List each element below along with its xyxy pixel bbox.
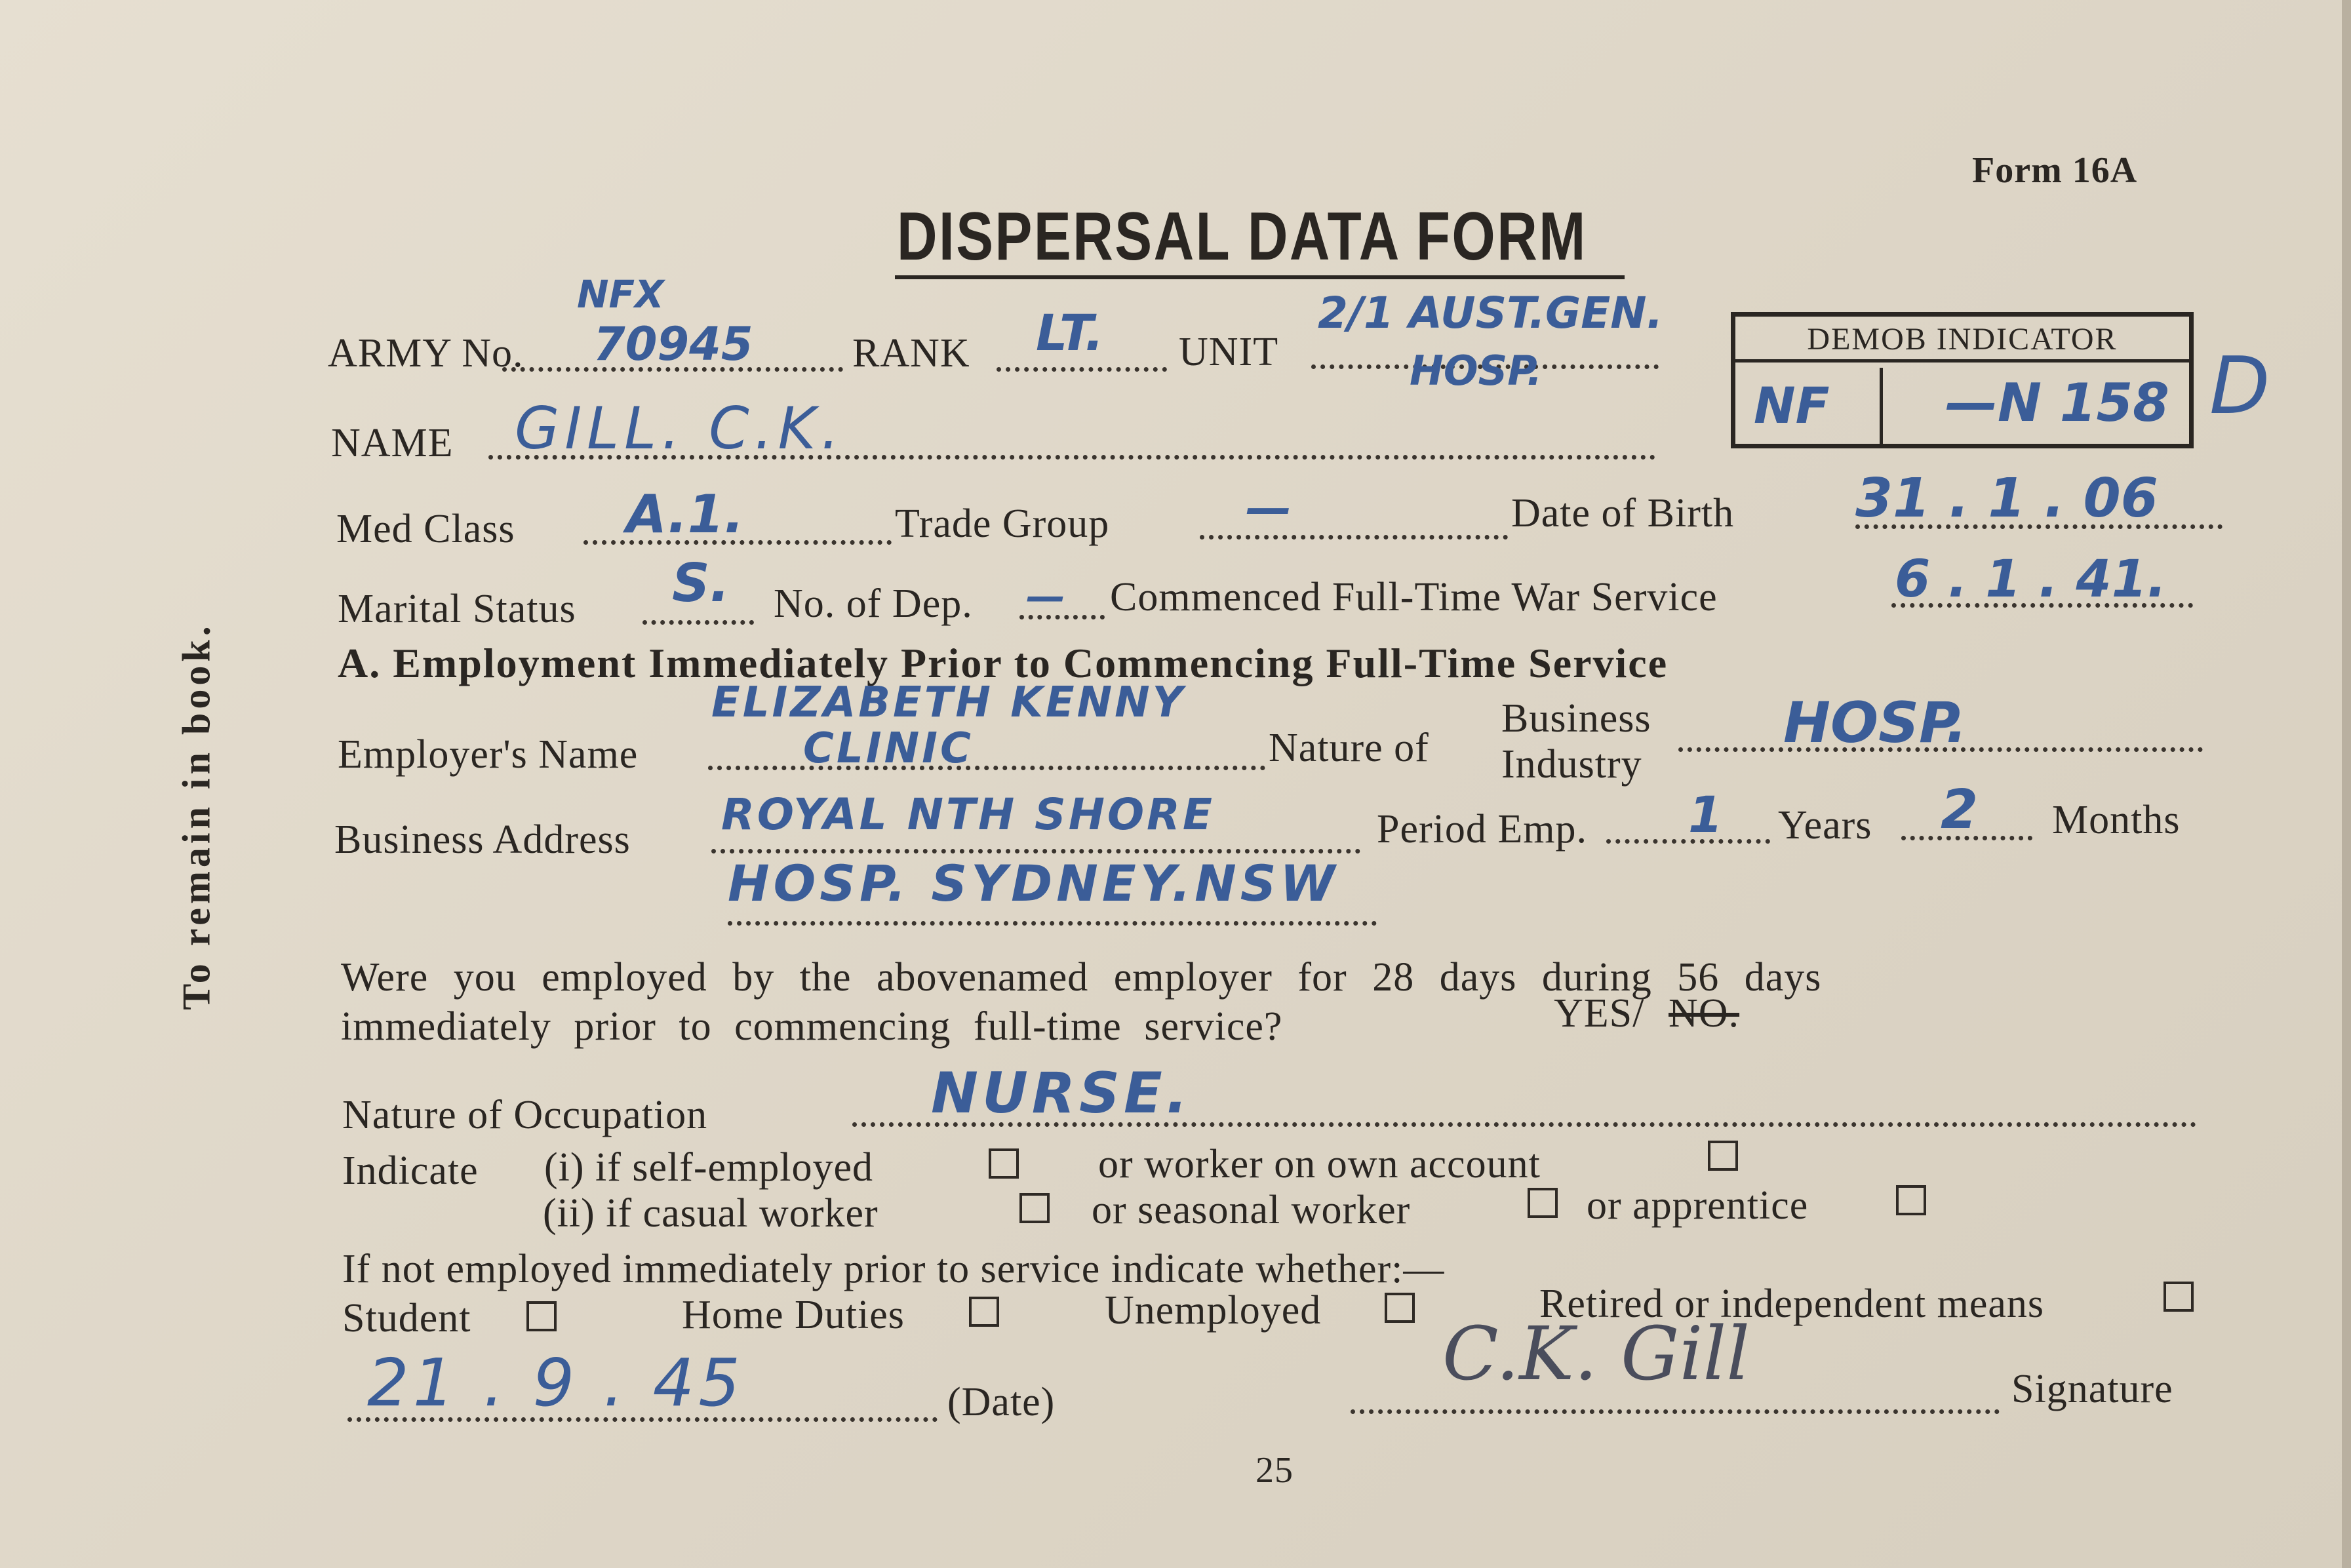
not-employed-label: If not employed immediately prior to service indicate whether:— <box>342 1247 1445 1291</box>
casual-worker-checkbox[interactable] <box>1019 1193 1050 1223</box>
med-class-label: Med Class <box>336 507 515 551</box>
address-dots-line1 <box>711 849 1360 853</box>
army-no-prefix: NFX <box>577 272 664 317</box>
signature-label: Signature <box>2011 1367 2173 1411</box>
home-duties-label: Home Duties <box>682 1293 905 1337</box>
trade-group-label: Trade Group <box>895 501 1110 546</box>
no-of-dep-value: — <box>1026 574 1065 619</box>
demob-suffix: D <box>2209 341 2270 432</box>
employer-value-line1: ELIZABETH KENNY <box>711 678 1186 727</box>
question-line1: Were you employed by the abovenamed employer for 28 days during 56 days <box>341 955 1822 1000</box>
employer-dots <box>708 766 1265 770</box>
question-line2: immediately prior to commencing full-time service? <box>341 1004 1283 1049</box>
employers-name-label: Employer's Name <box>338 732 639 777</box>
seasonal-worker-label: or seasonal worker <box>1092 1188 1411 1232</box>
address-dots-line2 <box>728 921 1377 926</box>
period-emp-label: Period Emp. <box>1377 807 1587 852</box>
own-account-label: or worker on own account <box>1098 1142 1541 1186</box>
form-number: Form 16A <box>1972 150 2138 191</box>
section-a-heading: A. Employment Immediately Prior to Commencing Full-Time Service <box>338 640 1669 686</box>
unit-value-line2: HOSP. <box>1410 347 1543 395</box>
own-account-checkbox[interactable] <box>1708 1141 1738 1171</box>
address-value-line2: HOSP. SYDNEY.NSW <box>728 854 1339 912</box>
rank-value: LT. <box>1036 304 1104 362</box>
demob-indicator-box <box>1731 312 2194 448</box>
apprentice-label: or apprentice <box>1587 1183 1809 1228</box>
self-employed-label: (i) if self-employed <box>544 1145 874 1190</box>
page-binding-edge <box>2342 0 2351 1568</box>
trade-group-value: — <box>1246 481 1292 535</box>
seasonal-worker-checkbox[interactable] <box>1528 1188 1558 1218</box>
page-number: 25 <box>1255 1450 1294 1491</box>
date-label: (Date) <box>947 1380 1056 1424</box>
student-label: Student <box>342 1296 471 1341</box>
unemployed-checkbox[interactable] <box>1385 1293 1415 1323</box>
unit-label: UNIT <box>1179 330 1279 374</box>
commenced-value: 6 . 1 . 41. <box>1895 550 2167 609</box>
retired-label: Retired or independent means <box>1539 1282 2045 1326</box>
rank-label: RANK <box>852 331 970 376</box>
signature-value: C.K. Gill <box>1442 1312 1750 1397</box>
demob-divider <box>1880 368 1883 444</box>
dob-label: Date of Birth <box>1511 491 1735 536</box>
nature-of-occupation-label: Nature of Occupation <box>342 1093 708 1137</box>
casual-worker-label: (ii) if casual worker <box>543 1191 879 1236</box>
demob-code-right: —N 158 <box>1945 372 2169 433</box>
retired-checkbox[interactable] <box>2163 1282 2194 1312</box>
side-note: To remain in book. <box>174 622 218 1010</box>
employer-value-line2: CLINIC <box>803 724 974 773</box>
months-label: Months <box>2052 798 2181 842</box>
business-address-label: Business Address <box>334 817 631 862</box>
occupation-value: NURSE. <box>931 1061 1192 1126</box>
title-underline <box>895 275 1625 279</box>
self-employed-checkbox[interactable] <box>989 1148 1019 1179</box>
nature-of-business-value: HOSP. <box>1783 690 1967 756</box>
home-duties-checkbox[interactable] <box>969 1297 999 1327</box>
name-value: GILL. C.K. <box>515 395 845 462</box>
unemployed-label: Unemployed <box>1105 1288 1322 1333</box>
demob-code-left: NF <box>1754 376 1830 435</box>
address-value-line1: ROYAL NTH SHORE <box>721 789 1215 840</box>
marital-status-label: Marital Status <box>338 587 576 631</box>
indicate-label: Indicate <box>342 1148 479 1193</box>
years-label: Years <box>1778 803 1872 848</box>
nature-of-label: Nature of <box>1269 726 1429 770</box>
period-years-value: 1 <box>1688 785 1723 844</box>
marital-status-value: S. <box>672 553 730 614</box>
no-of-dep-label: No. of Dep. <box>774 581 973 626</box>
army-no-value: 70945 <box>593 317 753 371</box>
marital-status-dots <box>642 620 754 625</box>
student-checkbox[interactable] <box>526 1301 557 1331</box>
trade-group-dots <box>1200 535 1508 539</box>
apprentice-checkbox[interactable] <box>1896 1185 1926 1215</box>
commenced-label: Commenced Full-Time War Service <box>1110 575 1718 619</box>
answer-yes: YES/ <box>1554 991 1645 1036</box>
form-title: DISPERSAL DATA FORM <box>897 199 1587 275</box>
dob-value: 31 . 1 . 06 <box>1855 467 2158 530</box>
unit-value-line1: 2/1 AUST.GEN. <box>1318 288 1663 338</box>
answer-no-struck: NO. <box>1669 991 1740 1036</box>
period-months-value: 2 <box>1941 779 1979 841</box>
med-class-value: A.1. <box>626 484 744 545</box>
rank-dots <box>997 367 1167 372</box>
demob-indicator-heading: DEMOB INDICATOR <box>1735 317 2189 363</box>
army-no-label: ARMY No. <box>328 331 524 376</box>
industry-label: Industry <box>1501 742 1642 787</box>
business-label: Business <box>1501 696 1651 741</box>
date-signed-value: 21 . 9 . 45 <box>367 1344 744 1421</box>
signature-dots <box>1351 1409 2000 1414</box>
name-label: NAME <box>331 421 454 465</box>
